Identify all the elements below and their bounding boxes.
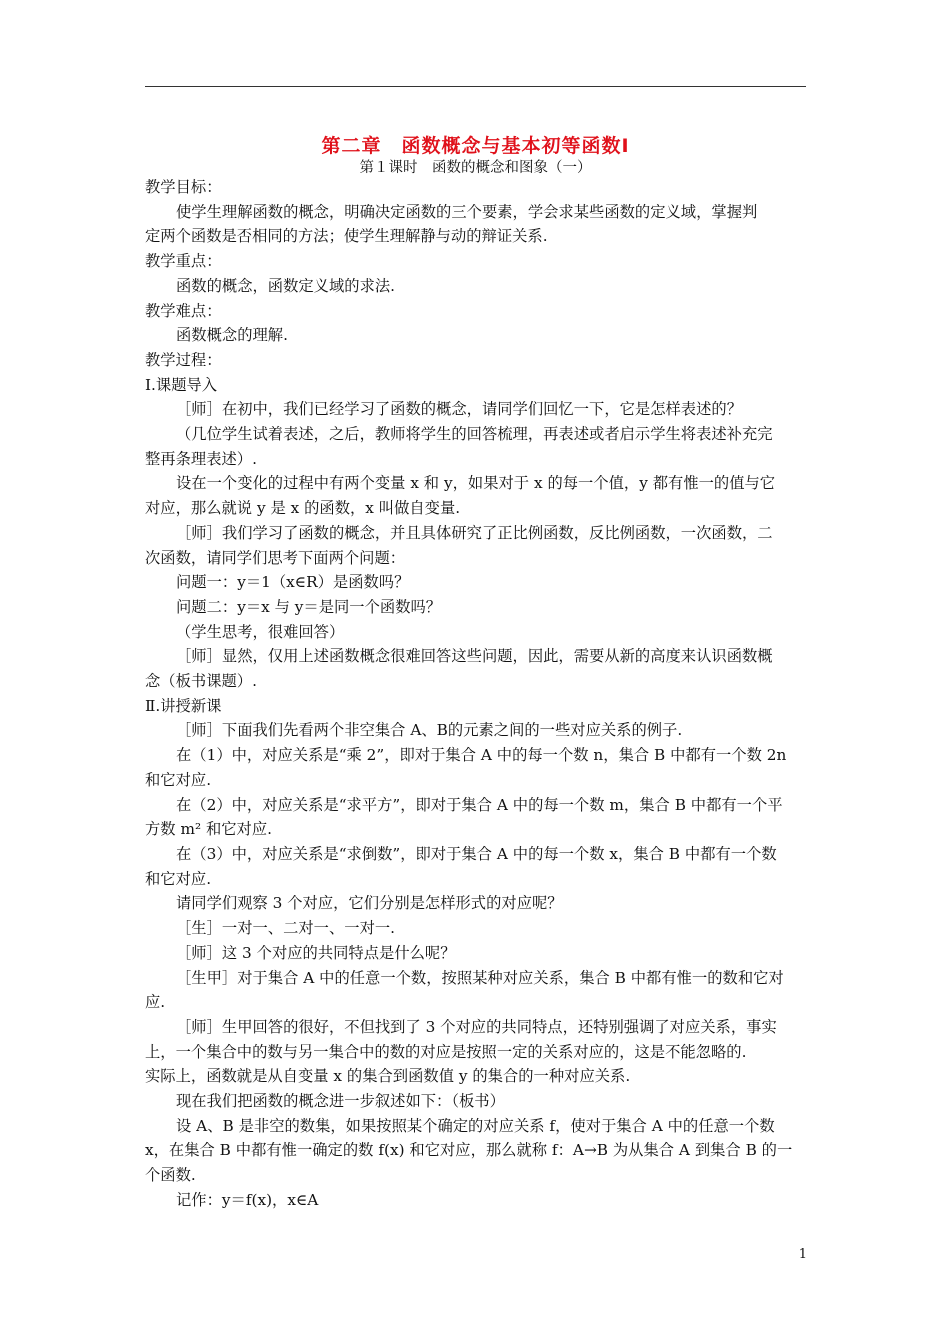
text-line: 现在我们把函数的概念进一步叙述如下：（板书） [176, 1092, 505, 1111]
text-line: ［师］我们学习了函数的概念，并且具体研究了正比例函数，反比例函数，一次函数，二 [176, 523, 773, 542]
text-line: 次函数，请同学们思考下面两个问题： [145, 548, 406, 567]
text-line: 和它对应. [145, 869, 212, 888]
text-line: 教学过程： [145, 350, 222, 369]
text-line: ［生甲］对于集合 A 中的任意一个数，按照某种对应关系，集合 B 中都有惟一的数和它对 [176, 968, 784, 987]
document-body [145, 175, 809, 1213]
text-line: 函数概念的理解. [176, 326, 288, 345]
text-line: 函数的概念，函数定义域的求法. [176, 276, 396, 295]
text-line: 设在一个变化的过程中有两个变量 x 和 y，如果对于 x 的每一个值，y 都有惟一的值与它 [176, 474, 776, 493]
text-line: （学生思考，很难回答） [176, 622, 345, 641]
page-number: 1 [798, 1247, 807, 1262]
text-line: ［师］在初中，我们已经学习了函数的概念，请同学们回忆一下，它是怎样表述的？ [176, 400, 742, 419]
text-line: 在（3）中，对应关系是“求倒数”，即对于集合 A 中的每一个数 x，集合 B 中都有一个数 [176, 844, 777, 863]
text-line: ［师］这 3 个对应的共同特点是什么呢？ [176, 943, 456, 962]
text-line: 上，一个集合中的数与另一集合中的数的对应是按照一定的关系对应的，这是不能忽略的. [145, 1042, 747, 1061]
text-line: 整再条理表述）. [145, 449, 257, 468]
text-line: 设 A、B 是非空的数集，如果按照某个确定的对应关系 f，使对于集合 A 中的任意一个数 [176, 1116, 775, 1135]
text-line: 念（板书课题）. [145, 672, 257, 691]
text-line: 问题二：y＝x 与 y＝是同一个函数吗？ [176, 597, 442, 616]
text-line: 教学重点： [145, 252, 222, 271]
chapter-title: 第二章 函数概念与基本初等函数Ⅰ [321, 135, 630, 157]
text-line: 对应，那么就说 y 是 x 的函数，x 叫做自变量. [145, 499, 461, 518]
text-line: Ⅰ.课题导入 [145, 375, 218, 394]
text-line: 和它对应. [145, 770, 212, 789]
text-line: ［师］下面我们先看两个非空集合 A、B的元素之间的一些对应关系的例子. [176, 721, 683, 740]
text-line: 在（2）中，对应关系是“求平方”，即对于集合 A 中的每一个数 m，集合 B 中都有一个平 [176, 795, 783, 814]
text-line: 定两个函数是否相同的方法；使学生理解静与动的辩证关系. [145, 227, 548, 246]
text-line: 教学难点： [145, 301, 222, 320]
lesson-subtitle: 第１课时 函数的概念和图象（一） [359, 160, 592, 176]
text-line: 在（1）中，对应关系是“乘 2”，即对于集合 A 中的每一个数 n，集合 B 中都有一个数 2n [176, 746, 787, 765]
text-line: 使学生理解函数的概念，明确决定函数的三个要素，学会求某些函数的定义域，掌握判 [176, 202, 758, 221]
text-line: （几位学生试着表述，之后，教师将学生的回答梳理，再表述或者启示学生将表述补充完 [176, 425, 773, 444]
text-line: 请同学们观察 3 个对应，它们分别是怎样形式的对应呢？ [176, 894, 563, 913]
text-line: 个函数. [145, 1166, 196, 1185]
text-line: x，在集合 B 中都有惟一确定的数 f(x) 和它对应，那么就称 f：A→B 为从集合 A 到集合 B 的一 [145, 1141, 793, 1160]
text-line: Ⅱ.讲授新课 [145, 696, 222, 715]
header-rule [145, 86, 806, 87]
text-line: ［师］生甲回答的很好，不但找到了 3 个对应的共同特点，还特别强调了对应关系，事实 [176, 1017, 777, 1036]
text-line: 记作：y＝f(x)，x∈A [176, 1190, 319, 1209]
text-line: 应. [145, 993, 166, 1012]
text-line: 问题一：y＝1（x∈R）是函数吗？ [176, 573, 410, 592]
text-line: ［生］一对一、二对一、一对一. [176, 919, 396, 938]
text-line: 教学目标： [145, 178, 222, 196]
text-line: 实际上，函数就是从自变量 x 的集合到函数值 y 的集合的一种对应关系. [145, 1067, 631, 1086]
text-line: 方数 m² 和它对应. [145, 820, 273, 839]
text-line: ［师］显然，仅用上述函数概念很难回答这些问题，因此，需要从新的高度来认识函数概 [176, 647, 773, 666]
